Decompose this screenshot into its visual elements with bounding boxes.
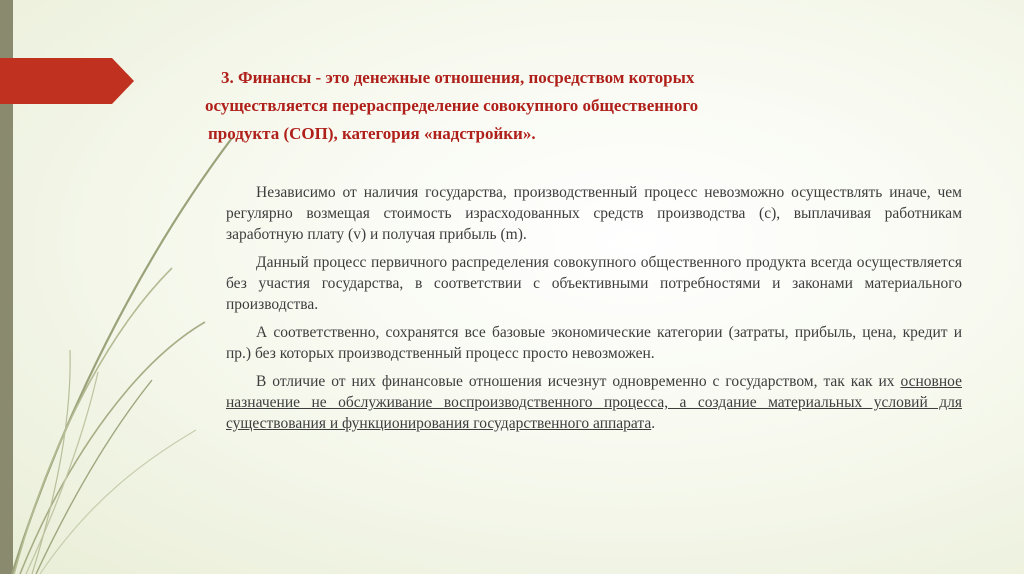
paragraph: Данный процесс первичного распределения совокупного общественного продукта всегда осуществляется без участия государства, в соответствии с объективными потребностями и законами материального производства. [226, 254, 962, 313]
underlined-text: основное назначение не обслуживание воспроизводственного процесса, а создание материальных условий для существования и функционирования государственного аппарата [226, 373, 962, 432]
slide-body [226, 182, 962, 441]
title-line: продукта (СОП), категория «надстройки». [208, 124, 536, 143]
title-ribbon [0, 58, 134, 104]
title-line: 3. Финансы - это денежные отношения, посредством которых [221, 68, 695, 87]
paragraph: Независимо от наличия государства, производственный процесс невозможно осуществлять иначе, чем регулярно возмещая стоимость израсходованных средств производства (с), выплачивая работникам заработную плату (v) и получая прибыль (m). [226, 184, 962, 243]
title-line: осуществляется перераспределение совокупного общественного [205, 96, 699, 115]
slide-title [205, 64, 885, 148]
paragraph [226, 371, 962, 434]
paragraph: А соответственно, сохранятся все базовые экономические категории (затраты, прибыль, цена, кредит и пр.) без которых производственный процесс просто невозможен. [226, 324, 962, 362]
paragraph-text: В отличие от них финансовые отношения исчезнут одновременно с государством, так как их [256, 373, 901, 390]
paragraph-text: . [651, 415, 656, 432]
